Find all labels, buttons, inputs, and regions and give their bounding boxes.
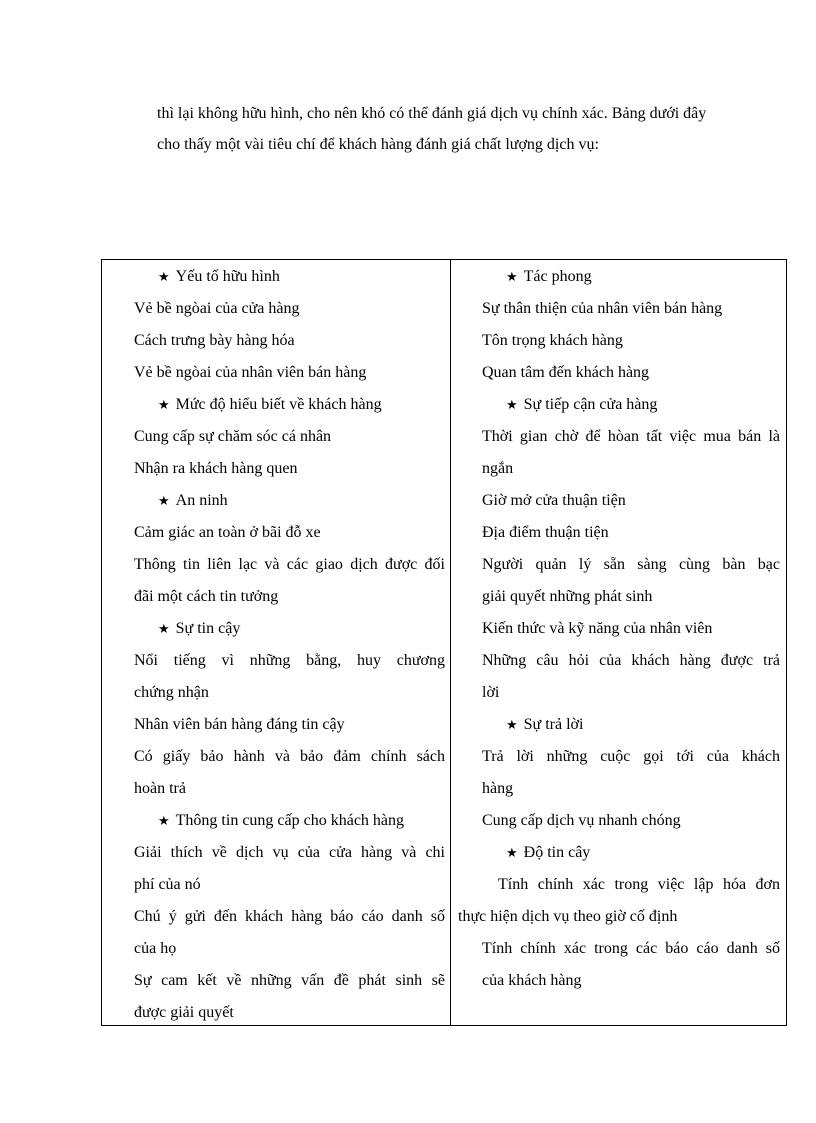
intro-line: cho thấy một vài tiêu chí để khách hàng đánh giá chất lượng dịch vụ: [157,136,599,153]
section-header: ★ Mức độ hiểu biết về khách hàng [158,396,382,413]
criterion: Trả lời những cuộc gọi tới của khách [482,748,780,765]
criterion: Tính chính xác trong việc lập hóa đơn [498,876,780,893]
section-header: ★ An ninh [158,492,228,509]
criterion: giải quyết những phát sinh [482,588,653,605]
criterion: Sự thân thiện của nhân viên bán hàng [482,300,723,317]
criterion: Nhận ra khách hàng quen [134,460,298,477]
criterion: ngắn [482,460,514,477]
star-icon: ★ [506,718,518,733]
section-header: ★ Yếu tố hữu hình [158,268,280,285]
criterion: hàng [482,780,514,797]
criterion: Kiến thức và kỹ năng của nhân viên [482,620,713,637]
criterion: được giải quyết [134,1004,234,1021]
criterion: phí của nó [134,876,201,893]
intro-paragraph [157,98,777,160]
section-header: ★ Sự tiếp cận cửa hàng [506,396,658,413]
criterion: của khách hàng [482,972,582,989]
section-header: ★ Thông tin cung cấp cho khách hàng [158,812,405,829]
criterion: Vẻ bề ngòai của cửa hàng [134,300,300,317]
table-column-right [451,260,786,1025]
star-icon: ★ [158,398,170,413]
criterion: Những câu hỏi của khách hàng được trả [482,652,780,669]
star-icon: ★ [506,846,518,861]
criterion: Nổi tiếng vì những bằng, huy chương [134,652,445,669]
section-header: ★ Độ tin cây [506,844,591,861]
criterion: của họ [134,940,177,957]
criterion: hoàn trả [134,780,186,797]
intro-line: thì lại không hữu hình, cho nên khó có thể đánh giá dịch vụ chính xác. Bảng dưới đây [157,105,707,122]
criterion: Người quản lý sẵn sàng cùng bàn bạc [482,556,780,573]
criterion: Cách trưng bày hàng hóa [134,332,295,349]
criterion: đãi một cách tin tưởng [134,588,279,605]
criterion: lời [482,684,500,701]
section-header: ★ Sự trả lời [506,716,584,733]
criterion: Vẻ bề ngòai của nhân viên bán hàng [134,364,367,381]
criterion: Thông tin liên lạc và các giao dịch được đối [134,556,445,573]
criterion: Có giấy bảo hành và bảo đảm chính sách [134,748,445,765]
criterion: Sự cam kết về những vấn đề phát sinh sẽ [134,972,445,989]
table-column-left [102,260,451,1025]
criterion: Giải thích về dịch vụ của cửa hàng và chi [134,844,445,861]
criterion: Quan tâm đến khách hàng [482,364,650,381]
star-icon: ★ [158,494,170,509]
star-icon: ★ [158,270,170,285]
criterion: thực hiện dịch vụ theo giờ cố định [458,908,678,925]
star-icon: ★ [506,270,518,285]
star-icon: ★ [158,814,170,829]
criteria-table [101,259,787,1026]
criterion: Chú ý gửi đến khách hàng báo cáo danh số [134,908,445,925]
criterion: Tôn trọng khách hàng [482,332,623,349]
criterion: Giờ mở cửa thuận tiện [482,492,626,509]
star-icon: ★ [158,622,170,637]
criterion: Nhân viên bán hàng đáng tin cậy [134,716,345,733]
criterion: Cung cấp sự chăm sóc cá nhân [134,428,332,445]
criterion: Địa điểm thuận tiện [482,524,609,541]
criterion: Thời gian chờ để hòan tất việc mua bán là [482,428,780,445]
star-icon: ★ [506,398,518,413]
criterion: Tính chính xác trong các báo cáo danh số [482,940,780,957]
section-header: ★ Tác phong [506,268,592,285]
criterion: chứng nhận [134,684,209,701]
criterion: Cảm giác an toàn ở bãi đỗ xe [134,524,321,541]
criterion: Cung cấp dịch vụ nhanh chóng [482,812,681,829]
section-header: ★ Sự tin cậy [158,620,241,637]
